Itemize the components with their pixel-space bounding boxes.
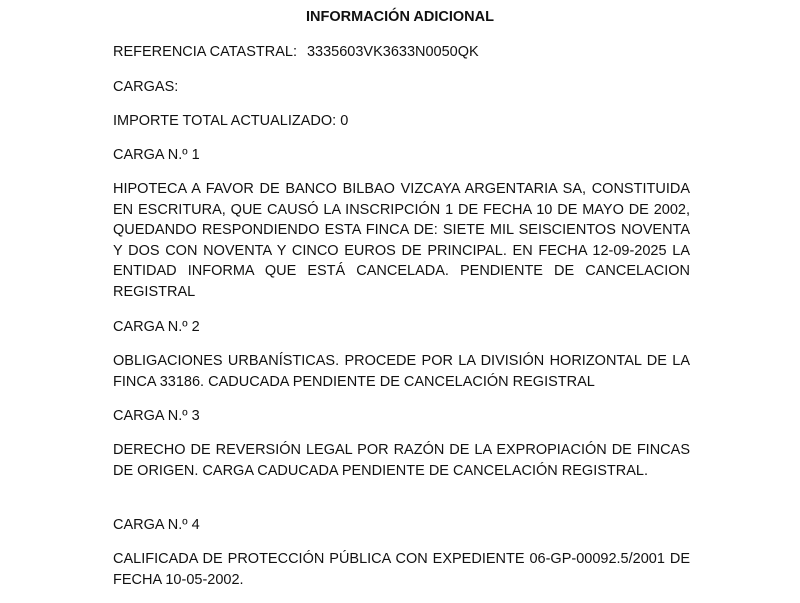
referencia-catastral-value: 3335603VK3633N0050QK [306,44,479,60]
carga-1-text: HIPOTECA A FAVOR DE BANCO BILBAO VIZCAYA ARGENTARIA SA, CONSTITUIDA EN ESCRITURA, QUE CAUSÓ LA INSCRIPCIÓN 1 DE FECHA 10 DE MAYO DE 2002, QUEDANDO RESPONDIENDO ESTA FINCA DE: SIETE MIL SEISCIENTOS NOVENTA Y DOS CON NOVENTA Y CINCO EUROS DE PRINCIPAL. EN FECHA 12-09-2025 LA ENTIDAD INFORMA QUE ESTÁ CANCELADA. PENDIENTE DE CANCELACION REGISTRAL [113,181,690,300]
carga-4-text: CALIFICADA DE PROTECCIÓN PÚBLICA CON EXPEDIENTE 06-GP-00092.5/2001 DE FECHA 10-05-2002. [113,551,690,588]
document-title: INFORMACIÓN ADICIONAL [306,9,494,25]
carga-3-heading: CARGA N.º 3 [113,408,200,424]
cargas-label: CARGAS: [113,79,179,95]
carga-3-text: DERECHO DE REVERSIÓN LEGAL POR RAZÓN DE LA EXPROPIACIÓN DE FINCAS DE ORIGEN. CARGA CADUCADA PENDIENTE DE CANCELACIÓN REGISTRAL. [113,442,690,479]
carga-1-heading: CARGA N.º 1 [113,147,200,163]
carga-4-heading: CARGA N.º 4 [113,517,200,533]
carga-2-text: OBLIGACIONES URBANÍSTICAS. PROCEDE POR LA DIVISIÓN HORIZONTAL DE LA FINCA 33186. CADUCADA PENDIENTE DE CANCELACIÓN REGISTRAL [113,353,690,390]
importe-total-line: IMPORTE TOTAL ACTUALIZADO: 0 [113,113,349,129]
carga-2-heading: CARGA N.º 2 [113,319,200,335]
referencia-catastral-label: REFERENCIA CATASTRAL: [113,44,297,60]
referencia-catastral-line [113,42,479,62]
